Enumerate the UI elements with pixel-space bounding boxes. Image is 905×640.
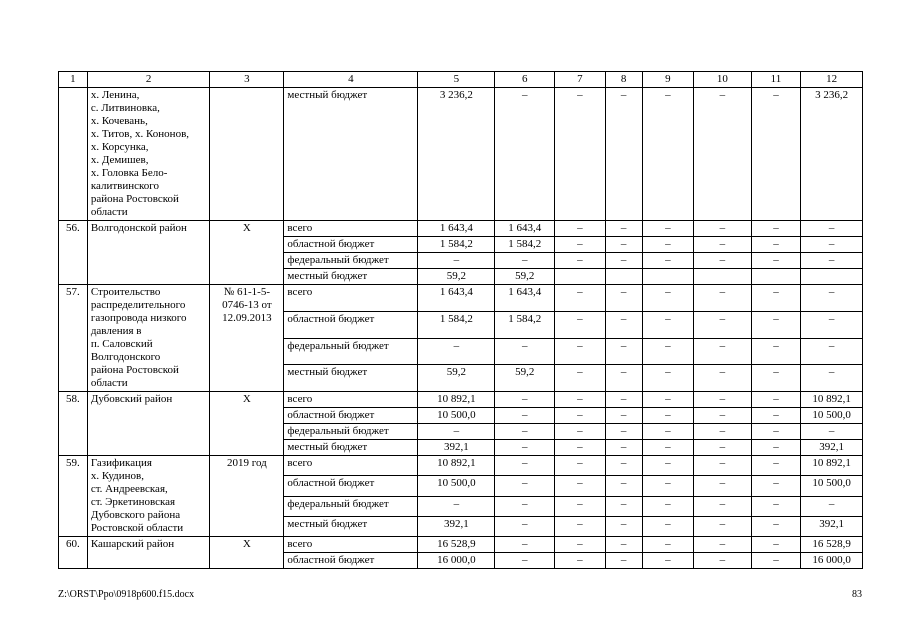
row-number — [59, 88, 88, 221]
funding-source: местный бюджет — [284, 365, 418, 392]
column-header: 1 — [59, 72, 88, 88]
amount-cell: 1 584,2 — [495, 311, 555, 338]
amount-cell: 1 643,4 — [418, 221, 495, 237]
amount-cell: – — [495, 537, 555, 553]
funding-source: всего — [284, 537, 418, 553]
amount-cell: – — [605, 88, 642, 221]
amount-cell: – — [605, 237, 642, 253]
amount-cell: – — [642, 392, 693, 408]
amount-cell: – — [751, 311, 800, 338]
column-header: 12 — [801, 72, 863, 88]
amount-cell: – — [751, 392, 800, 408]
amount-cell: 59,2 — [495, 269, 555, 285]
row-number: 57. — [59, 285, 88, 392]
amount-cell — [751, 269, 800, 285]
amount-cell: 16 000,0 — [418, 553, 495, 569]
amount-cell: – — [418, 424, 495, 440]
amount-cell — [605, 269, 642, 285]
amount-cell: – — [605, 221, 642, 237]
amount-cell: – — [694, 253, 752, 269]
amount-cell: – — [751, 365, 800, 392]
budget-table — [58, 71, 863, 569]
funding-source: всего — [284, 285, 418, 312]
amount-cell: – — [694, 440, 752, 456]
amount-cell: 392,1 — [801, 516, 863, 536]
amount-cell — [642, 269, 693, 285]
amount-cell: – — [694, 285, 752, 312]
amount-cell: – — [495, 456, 555, 476]
amount-cell: – — [495, 338, 555, 365]
amount-cell: – — [555, 88, 605, 221]
amount-cell: – — [801, 285, 863, 312]
amount-cell: – — [751, 456, 800, 476]
amount-cell: – — [694, 516, 752, 536]
table-row — [59, 392, 863, 408]
amount-cell: 392,1 — [418, 516, 495, 536]
column-header: 4 — [284, 72, 418, 88]
amount-cell: – — [495, 424, 555, 440]
amount-cell: – — [605, 537, 642, 553]
amount-cell: – — [642, 537, 693, 553]
amount-cell: – — [555, 553, 605, 569]
column-header: 6 — [495, 72, 555, 88]
document-info — [210, 88, 284, 221]
amount-cell: – — [495, 553, 555, 569]
amount-cell: – — [751, 338, 800, 365]
document-info: 2019 год — [210, 456, 284, 537]
amount-cell: – — [495, 516, 555, 536]
amount-cell: – — [555, 237, 605, 253]
column-header: 7 — [555, 72, 605, 88]
amount-cell: – — [555, 311, 605, 338]
amount-cell: – — [555, 476, 605, 496]
amount-cell: 1 584,2 — [418, 237, 495, 253]
amount-cell: – — [694, 88, 752, 221]
amount-cell: – — [642, 496, 693, 516]
column-header: 3 — [210, 72, 284, 88]
amount-cell: 16 528,9 — [801, 537, 863, 553]
funding-source: областной бюджет — [284, 553, 418, 569]
funding-source: местный бюджет — [284, 440, 418, 456]
column-header: 11 — [751, 72, 800, 88]
amount-cell: – — [801, 424, 863, 440]
amount-cell: – — [495, 440, 555, 456]
amount-cell: – — [751, 537, 800, 553]
amount-cell: – — [642, 365, 693, 392]
amount-cell: – — [642, 516, 693, 536]
amount-cell: – — [555, 285, 605, 312]
amount-cell: 1 584,2 — [418, 311, 495, 338]
amount-cell: 59,2 — [418, 269, 495, 285]
object-name: х. Ленина, с. Литвиновка, х. Кочевань, х. Титов, х. Кононов, х. Корсунка, х. Демишев, х. Головка Бело- калитвинского района Ростовской области — [87, 88, 210, 221]
amount-cell: – — [642, 424, 693, 440]
column-header: 5 — [418, 72, 495, 88]
amount-cell: – — [605, 553, 642, 569]
funding-source: местный бюджет — [284, 516, 418, 536]
amount-cell: 10 892,1 — [801, 392, 863, 408]
amount-cell: – — [642, 338, 693, 365]
amount-cell — [801, 269, 863, 285]
amount-cell: – — [642, 476, 693, 496]
amount-cell: – — [801, 496, 863, 516]
amount-cell: – — [694, 392, 752, 408]
amount-cell: – — [801, 221, 863, 237]
amount-cell: – — [801, 237, 863, 253]
amount-cell: 1 643,4 — [495, 285, 555, 312]
amount-cell: 392,1 — [418, 440, 495, 456]
table-row — [59, 285, 863, 312]
funding-source: всего — [284, 456, 418, 476]
amount-cell: – — [801, 365, 863, 392]
column-header: 2 — [87, 72, 210, 88]
object-name: Газификация х. Кудинов, ст. Андреевская, ст. Эркетиновская Дубовского района Ростовской области — [87, 456, 210, 537]
amount-cell: – — [694, 476, 752, 496]
object-name: Кашарский район — [87, 537, 210, 569]
amount-cell: – — [694, 456, 752, 476]
amount-cell: – — [694, 537, 752, 553]
object-name: Строительство распределительного газопровода низкого давления в п. Саловский Волгодонского района Ростовской области — [87, 285, 210, 392]
amount-cell: – — [694, 237, 752, 253]
column-header: 9 — [642, 72, 693, 88]
amount-cell: 10 500,0 — [801, 408, 863, 424]
row-number: 56. — [59, 221, 88, 285]
document-info: Х — [210, 392, 284, 456]
document-info: Х — [210, 537, 284, 569]
amount-cell — [555, 269, 605, 285]
amount-cell: – — [555, 365, 605, 392]
amount-cell: – — [751, 88, 800, 221]
column-header: 10 — [694, 72, 752, 88]
amount-cell: – — [555, 440, 605, 456]
amount-cell: – — [751, 553, 800, 569]
funding-source: местный бюджет — [284, 269, 418, 285]
funding-source: областной бюджет — [284, 476, 418, 496]
amount-cell: – — [642, 88, 693, 221]
amount-cell: – — [751, 285, 800, 312]
amount-cell: – — [605, 456, 642, 476]
amount-cell: – — [605, 392, 642, 408]
table-row — [59, 456, 863, 476]
funding-source: областной бюджет — [284, 408, 418, 424]
amount-cell: – — [495, 496, 555, 516]
amount-cell: – — [555, 253, 605, 269]
amount-cell: – — [495, 88, 555, 221]
amount-cell: – — [642, 408, 693, 424]
funding-source: федеральный бюджет — [284, 424, 418, 440]
funding-source: всего — [284, 221, 418, 237]
amount-cell: – — [694, 553, 752, 569]
amount-cell: – — [555, 408, 605, 424]
amount-cell: 10 500,0 — [801, 476, 863, 496]
amount-cell: – — [642, 237, 693, 253]
amount-cell: – — [642, 311, 693, 338]
amount-cell: – — [605, 285, 642, 312]
amount-cell: 16 000,0 — [801, 553, 863, 569]
document-info: № 61-1-5- 0746-13 от 12.09.2013 — [210, 285, 284, 392]
amount-cell: 1 584,2 — [495, 237, 555, 253]
amount-cell: – — [694, 221, 752, 237]
amount-cell: – — [605, 516, 642, 536]
amount-cell: – — [642, 221, 693, 237]
amount-cell: – — [418, 338, 495, 365]
amount-cell: 10 892,1 — [418, 456, 495, 476]
amount-cell: – — [801, 338, 863, 365]
amount-cell: 59,2 — [418, 365, 495, 392]
amount-cell: – — [751, 408, 800, 424]
amount-cell: – — [418, 496, 495, 516]
amount-cell: – — [605, 338, 642, 365]
amount-cell: – — [642, 285, 693, 312]
amount-cell: – — [605, 365, 642, 392]
amount-cell: – — [555, 221, 605, 237]
amount-cell: – — [694, 311, 752, 338]
document-info: Х — [210, 221, 284, 285]
footer-file-path: Z:\ORST\Ppo\0918p600.f15.docx — [58, 589, 195, 600]
amount-cell: 16 528,9 — [418, 537, 495, 553]
amount-cell: – — [605, 496, 642, 516]
table-body — [59, 72, 863, 569]
amount-cell — [694, 269, 752, 285]
funding-source: федеральный бюджет — [284, 338, 418, 365]
funding-source: областной бюджет — [284, 311, 418, 338]
amount-cell: – — [495, 476, 555, 496]
column-number-header — [59, 72, 863, 88]
amount-cell: – — [555, 516, 605, 536]
amount-cell: – — [694, 408, 752, 424]
amount-cell: – — [694, 338, 752, 365]
amount-cell: 3 236,2 — [418, 88, 495, 221]
amount-cell: – — [555, 496, 605, 516]
funding-source: всего — [284, 392, 418, 408]
amount-cell: – — [605, 408, 642, 424]
amount-cell: – — [605, 253, 642, 269]
row-number: 60. — [59, 537, 88, 569]
amount-cell: – — [605, 311, 642, 338]
amount-cell: – — [801, 311, 863, 338]
amount-cell: 10 500,0 — [418, 408, 495, 424]
amount-cell: – — [555, 338, 605, 365]
amount-cell: 392,1 — [801, 440, 863, 456]
amount-cell: – — [751, 237, 800, 253]
funding-source: федеральный бюджет — [284, 253, 418, 269]
object-name: Дубовский район — [87, 392, 210, 456]
amount-cell: 10 892,1 — [418, 392, 495, 408]
amount-cell: – — [605, 476, 642, 496]
amount-cell: – — [495, 408, 555, 424]
amount-cell: – — [642, 553, 693, 569]
amount-cell: – — [605, 440, 642, 456]
footer-page-number: 83 — [852, 589, 862, 600]
amount-cell: – — [555, 392, 605, 408]
table-row — [59, 537, 863, 553]
amount-cell: – — [555, 456, 605, 476]
column-header: 8 — [605, 72, 642, 88]
amount-cell: – — [751, 440, 800, 456]
amount-cell: 1 643,4 — [418, 285, 495, 312]
funding-source: местный бюджет — [284, 88, 418, 221]
amount-cell: 10 892,1 — [801, 456, 863, 476]
amount-cell: – — [555, 537, 605, 553]
amount-cell: – — [751, 253, 800, 269]
amount-cell: 10 500,0 — [418, 476, 495, 496]
amount-cell: – — [642, 456, 693, 476]
amount-cell: – — [694, 365, 752, 392]
amount-cell: – — [694, 424, 752, 440]
amount-cell: 3 236,2 — [801, 88, 863, 221]
funding-source: областной бюджет — [284, 237, 418, 253]
amount-cell: – — [495, 392, 555, 408]
table-row — [59, 88, 863, 221]
amount-cell: – — [642, 253, 693, 269]
amount-cell: – — [642, 440, 693, 456]
funding-source: федеральный бюджет — [284, 496, 418, 516]
amount-cell: – — [694, 496, 752, 516]
amount-cell: – — [605, 424, 642, 440]
amount-cell: – — [751, 424, 800, 440]
amount-cell: – — [801, 253, 863, 269]
table-row — [59, 221, 863, 237]
object-name: Волгодонской район — [87, 221, 210, 285]
amount-cell: – — [751, 221, 800, 237]
amount-cell: – — [418, 253, 495, 269]
amount-cell: – — [495, 253, 555, 269]
row-number: 59. — [59, 456, 88, 537]
amount-cell: – — [751, 516, 800, 536]
amount-cell: – — [751, 476, 800, 496]
amount-cell: 1 643,4 — [495, 221, 555, 237]
row-number: 58. — [59, 392, 88, 456]
amount-cell: – — [555, 424, 605, 440]
amount-cell: – — [751, 496, 800, 516]
amount-cell: 59,2 — [495, 365, 555, 392]
